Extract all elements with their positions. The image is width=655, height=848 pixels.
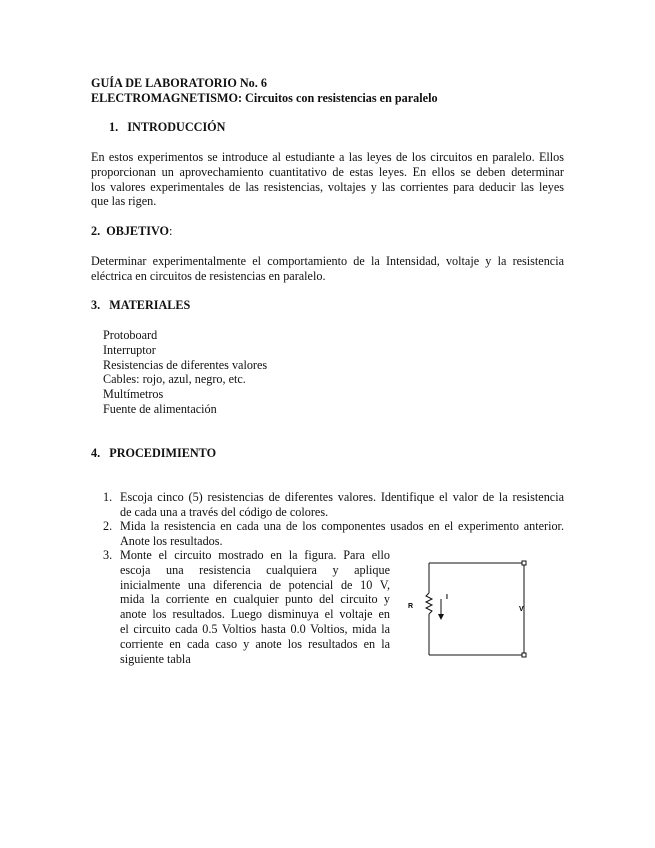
step-line: el circuito cada 0.5 Voltios hasta 0.0 Voltios, mida la [120,621,390,636]
step-line: Anote los resultados. [120,533,223,548]
section-heading-objetivo [91,224,172,239]
material-item: Multímetros [103,387,164,402]
step-line: Monte el circuito mostrado en la figura. Para ello [120,548,390,562]
section-heading-introduccion: 1. INTRODUCCIÓN [109,120,226,134]
circuit-diagram [400,555,540,665]
objetivo-title: OBJETIVO [106,224,169,238]
step-line: Escoja cinco (5) resistencias de diferentes valores. Identifique el valor de la resistencia [120,490,564,504]
step-number: 1. [103,490,113,504]
material-item: Fuente de alimentación [103,401,217,416]
section-heading-materiales: 3. MATERIALES [91,298,191,312]
step-line: Mida la resistencia en cada una de los componentes usados en el experimento anterior. [120,519,564,533]
material-item: Cables: rojo, azul, negro, etc. [103,372,246,387]
current-label: I [446,594,448,601]
material-item: Resistencias de diferentes valores [103,357,268,372]
step-text [120,519,564,549]
intro-line: que las rigen. [91,194,157,209]
step-line: inicialmente una diferencia de potencial de 10 V, [120,577,390,592]
step-line: siguiente tabla [120,651,191,666]
intro-line: proporcionan un aprovechamiento cuantitativo de estas leyes. En ellos se deben determinar [91,164,564,179]
section-heading-procedimiento: 4. PROCEDIMIENTO [91,446,217,460]
terminal-top [522,561,526,565]
document-title: GUÍA DE LABORATORIO No. 6 [91,76,267,90]
material-item: Interruptor [103,342,156,357]
voltage-label: V [519,606,524,613]
resistor-symbol [426,593,432,614]
step-line: anote los resultados. Luego disminuya el voltaje en [120,607,390,622]
intro-paragraph [91,150,564,209]
objetivo-number: 2. [91,224,101,238]
step-number: 2. [103,519,113,533]
terminal-bottom [522,653,526,657]
material-item: Protoboard [103,328,158,342]
objetivo-paragraph [91,254,564,284]
step-line: corriente en cada caso y anote los resultados en la [120,636,390,651]
step-line: de cada una a través del código de colores. [120,504,329,519]
step-number: 3. [103,548,113,562]
resistor-label: R [408,603,414,610]
step-line: escoja una resistencia cualquiera y aplique [120,562,390,577]
step-line: mida la corriente en cualquier punto del circuito y [120,592,390,607]
objetivo-line: eléctrica en circuitos de resistencias en paralelo. [91,268,326,283]
materials-list [103,328,267,417]
current-arrow-head [438,614,444,620]
intro-line: los valores experimentales de las resistencias, voltajes y las corrientes para deducir las leyes [91,179,564,194]
step-text [120,548,390,666]
objetivo-colon: : [168,224,173,238]
step-text [120,490,564,520]
document-subtitle: ELECTROMAGNETISMO: Circuitos con resistencias en paralelo [91,91,438,105]
intro-line: En estos experimentos se introduce al estudiante a las leyes de los circuitos en paralelo. Ellos [91,150,564,164]
objetivo-line: Determinar experimentalmente el comportamiento de la Intensidad, voltaje y la resistencia [91,254,564,268]
